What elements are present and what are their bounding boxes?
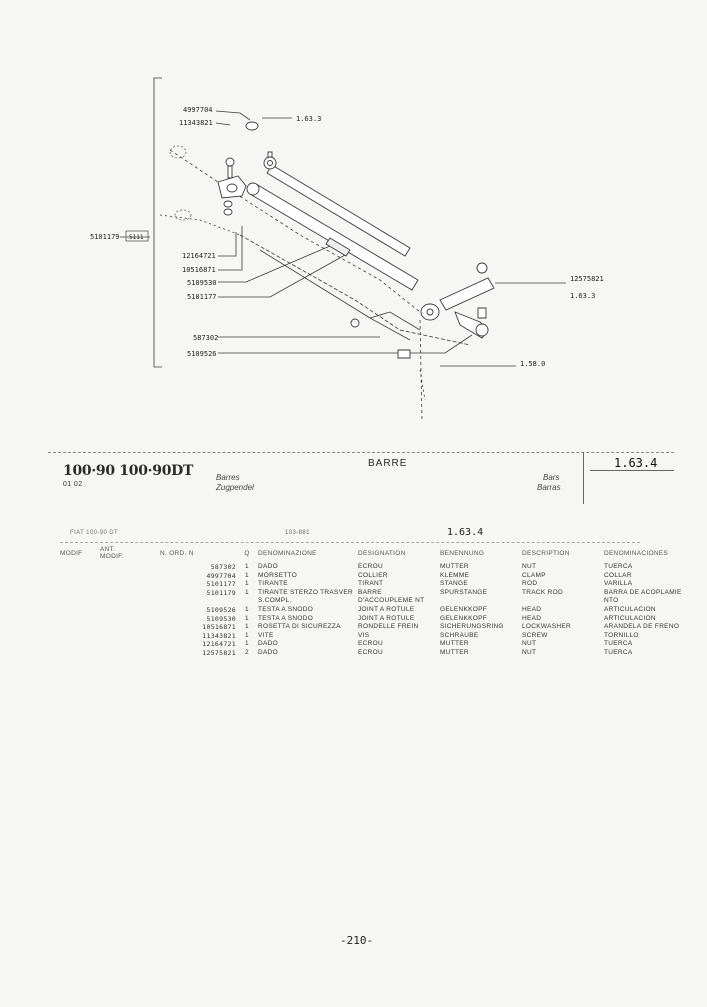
cell-name-it: DADO (258, 563, 278, 570)
cell-quantity: 1 (245, 614, 249, 622)
cell-ant-modif (100, 572, 144, 581)
reference-number: 1.63.4 (614, 456, 658, 470)
cell-quantity: 1 (245, 623, 249, 631)
col-qty: Q (244, 549, 250, 557)
leader-12164721 (218, 232, 236, 256)
callout-5101177: 5101177 (187, 293, 217, 301)
cell-name-it: TESTA A SNODO (258, 614, 314, 622)
callout-5109526: 5109526 (187, 350, 217, 358)
callout-587302: 587302 (193, 334, 219, 342)
cell-name-fr: ECROU (358, 640, 383, 648)
leader-4997704 (216, 111, 250, 120)
table-row (60, 563, 688, 572)
callout-12575821: 12575821 (570, 275, 604, 283)
cell-quantity: 1 (245, 605, 249, 613)
table-reference: 1.63.4 (447, 527, 484, 538)
leader-10516871 (218, 226, 242, 270)
model-sub: 01 02 (63, 481, 83, 488)
title-block-top-rule (48, 452, 674, 453)
callout-12164721: 12164721 (182, 252, 216, 260)
cell-name-de: GELENKKOPF (440, 605, 488, 613)
leader-11343821 (216, 123, 230, 125)
col-ant-modif: ANT. MODIF. (100, 546, 124, 560)
callout-5101179: 5101179 (90, 233, 120, 241)
col-benennung: BENENNUNG (440, 549, 485, 557)
cell-ant-modif (100, 649, 144, 658)
table-row (60, 615, 688, 624)
cell-name-fr: VIS (358, 631, 370, 639)
bracket-line (154, 78, 162, 367)
callout-4997704: 4997704 (183, 106, 213, 114)
cell-name-fr: TIRANT (358, 580, 384, 588)
title-spanish: Barras (537, 483, 561, 492)
doc-number: 103-881 (285, 530, 310, 536)
callout-ref-right: 1.63.3 (570, 292, 596, 300)
col-designation: DESIGNATION (358, 549, 406, 557)
cell-name-fr: JOINT A ROTULE (358, 614, 415, 622)
cell-modif (60, 580, 100, 589)
cell-name-fr: ECROU (358, 648, 383, 656)
cell-name-en: HEAD (522, 605, 542, 613)
model-names: 100·90 100·90DT (63, 463, 194, 479)
ball-joint-right (351, 263, 494, 358)
col-denominazione: DENOMINAZIONE (258, 549, 317, 557)
cell-name-de: SICHERUNGSRING (440, 623, 504, 631)
cell-name-en: CLAMP (522, 571, 546, 579)
cell-modif (60, 606, 100, 615)
cell-modif (60, 623, 100, 632)
cell-part-number: 5109526 (206, 605, 236, 614)
callout-10516871: 10516871 (182, 266, 216, 274)
cell-name-fr: COLLIER (358, 571, 388, 579)
cell-ant-modif (100, 632, 144, 641)
cell-name-es: ARTICULACION (604, 614, 656, 622)
leader-5109526 (218, 335, 472, 353)
parts-table-body (60, 563, 688, 658)
cell-ant-modif (100, 640, 144, 649)
page-number: -210- (340, 934, 374, 947)
cell-modif (60, 632, 100, 641)
cell-name-en: LOCKWASHER (522, 623, 571, 631)
callout-ref-top: 1.63.3 (296, 115, 322, 123)
cell-ant-modif (100, 589, 144, 606)
col-description: DESCRIPTION (522, 549, 570, 557)
fiat-model-label: FIAT 100-90 DT (70, 530, 119, 536)
cell-name-es: COLLAR (604, 571, 632, 579)
title-italian: BARRE (368, 458, 408, 469)
col-denominaciones: DENOMINACIONES (604, 549, 669, 557)
table-top-rule (60, 542, 640, 543)
callout-11343821: 11343821 (179, 119, 213, 127)
cell-quantity: 1 (245, 640, 249, 648)
cell-name-de: KLEMME (440, 571, 470, 579)
cell-modif (60, 589, 100, 606)
cell-name-en: NUT (522, 563, 537, 570)
cell-part-number: 4997704 (206, 571, 236, 580)
cell-ant-modif (100, 563, 144, 572)
cell-modif (60, 572, 100, 581)
cell-name-fr: ECROU (358, 563, 383, 570)
cell-part-number: 12575821 (202, 648, 236, 657)
cell-part-number: 12164721 (202, 640, 236, 649)
cell-quantity: 1 (245, 631, 249, 639)
cell-name-de: MUTTER (440, 648, 469, 656)
cell-modif (60, 563, 100, 572)
label-box-5111-text: 5111 (129, 234, 144, 241)
cell-name-en: NUT (522, 648, 537, 656)
cell-name-en: NUT (522, 640, 537, 648)
cell-part-number: 11343821 (202, 631, 236, 640)
cell-part-number: 5101177 (206, 580, 236, 589)
parts-table (60, 546, 688, 658)
cell-name-en: TRACK ROD (522, 588, 563, 596)
cell-ant-modif (100, 615, 144, 624)
cell-name-it: ROSETTA DI SICUREZZA (258, 623, 341, 631)
cell-name-it: VITE (258, 631, 274, 639)
cell-part-number: 10516871 (202, 623, 236, 632)
cell-name-it: TIRANTE STERZO TRASVER S.COMPL. (258, 588, 353, 605)
reference-underline (590, 470, 674, 471)
col-modif: MODIF (60, 549, 83, 557)
cell-name-de: MUTTER (440, 563, 469, 570)
cell-quantity: 1 (245, 580, 249, 588)
cell-name-es: TUERCA (604, 648, 633, 656)
cell-part-number: 587302 (210, 563, 236, 571)
cell-name-en: HEAD (522, 614, 542, 622)
cell-name-es: ARANDELA DE FRENO (604, 623, 680, 631)
cell-name-de: STANGE (440, 580, 469, 588)
cell-modif (60, 640, 100, 649)
cell-ant-modif (100, 580, 144, 589)
cell-name-it: DADO (258, 640, 278, 648)
cell-name-it: TIRANTE (258, 580, 288, 588)
table-row (60, 649, 688, 658)
cell-name-it: TESTA A SNODO (258, 605, 314, 613)
cell-name-es: TUERCA (604, 640, 633, 648)
cell-name-it: DADO (258, 648, 278, 656)
cell-ant-modif (100, 623, 144, 632)
cell-modif (60, 615, 100, 624)
clamp-part (218, 122, 258, 215)
tie-rod-lower (247, 183, 418, 290)
col-order-no: N. ORD. N (160, 549, 194, 557)
cell-ant-modif (100, 606, 144, 615)
cell-name-es: TUERCA (604, 563, 633, 570)
cell-quantity: 1 (245, 588, 249, 596)
exploded-diagram (0, 0, 707, 440)
table-row (60, 580, 688, 589)
table-row (60, 632, 688, 641)
cell-name-de: SCHRAUBE (440, 631, 479, 639)
cell-name-es: ARTICULACION (604, 605, 656, 613)
parts-table-header (60, 546, 688, 563)
cell-quantity: 1 (245, 571, 249, 579)
table-row (60, 640, 688, 649)
callout-ref-bottom: 1.58.0 (520, 360, 546, 368)
title-german: Zugpendel (216, 483, 254, 492)
cell-name-es: BARRA DE ACOPLAMIE NTO (604, 588, 682, 605)
title-french: Barres (216, 473, 240, 482)
cell-quantity: 2 (245, 648, 249, 656)
title-english: Bars (543, 473, 560, 482)
table-row (60, 589, 688, 606)
cell-name-en: SCREW (522, 631, 548, 639)
cell-name-de: GELENKKOPF (440, 614, 488, 622)
cell-name-de: SPURSTANGE (440, 588, 488, 596)
cell-name-es: VARILLA (604, 580, 633, 588)
cell-part-number: 5101179 (206, 588, 236, 597)
table-row (60, 572, 688, 581)
table-row (60, 606, 688, 615)
cell-name-fr: JOINT A ROTULE (358, 605, 415, 613)
cell-name-it: MORSETTO (258, 571, 298, 579)
table-row (60, 623, 688, 632)
cell-part-number: 5109530 (206, 614, 236, 623)
cell-quantity: 1 (245, 563, 249, 570)
callout-5109530: 5109530 (187, 279, 217, 287)
cell-name-es: TORNILLO (604, 631, 639, 639)
cell-name-en: ROD (522, 580, 538, 588)
cell-name-fr: BARRE D'ACCOUPLEME NT (358, 588, 425, 605)
cell-name-de: MUTTER (440, 640, 469, 648)
cell-name-fr: RONDELLE FREIN (358, 623, 419, 631)
cell-modif (60, 649, 100, 658)
